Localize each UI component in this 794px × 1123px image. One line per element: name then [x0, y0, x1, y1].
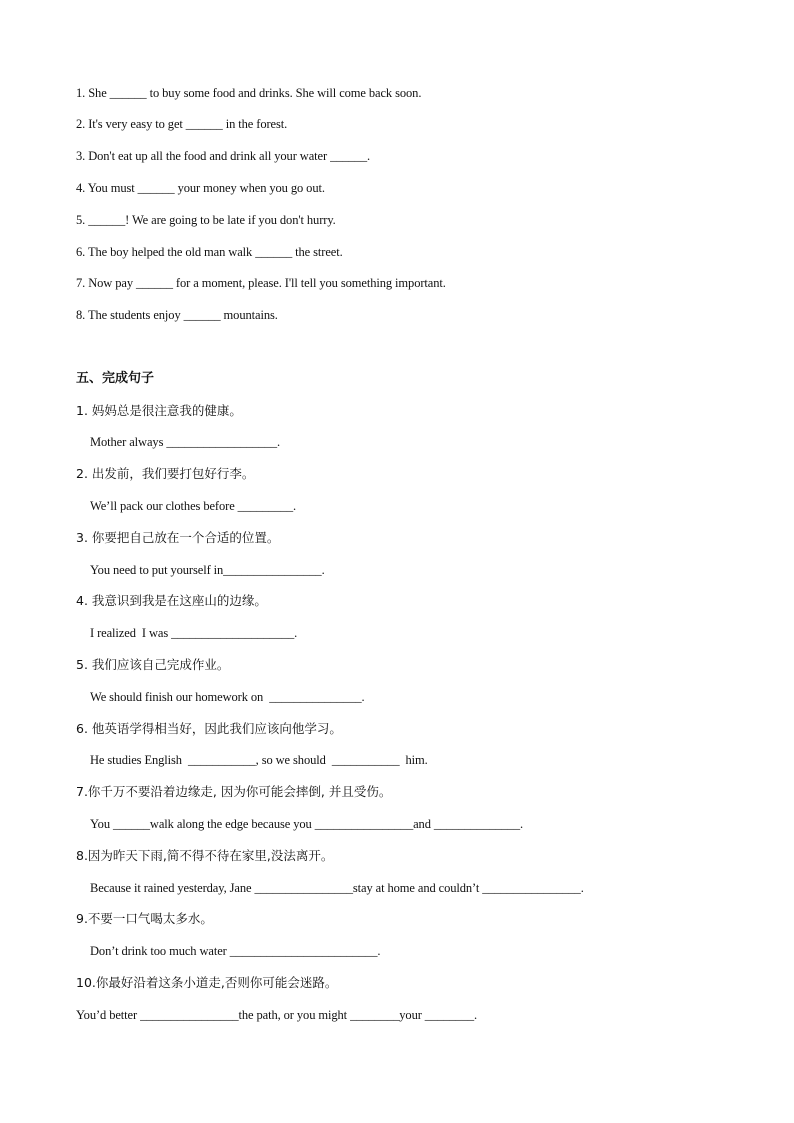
answer-line: Mother always __________________.: [90, 435, 281, 449]
answer-line: Don’t drink too much water ________________________.: [90, 944, 381, 958]
answer-line: We’ll pack our clothes before _________.: [90, 499, 297, 513]
prompt-chinese: 3. 你要把自己放在一个合适的位置。: [76, 530, 280, 545]
prompt-chinese: 8.因为昨天下雨,简不得不待在家里,没法离开。: [76, 848, 334, 863]
answer-line: I realized I was ____________________.: [90, 626, 298, 640]
exercise-item: 8. The students enjoy ______ mountains.: [76, 308, 278, 322]
answer-line: We should finish our homework on _______________.: [90, 690, 365, 704]
prompt-chinese: 4. 我意识到我是在这座山的边缘。: [76, 593, 267, 608]
exercise-item: 6. The boy helped the old man walk ______ the street.: [76, 245, 343, 259]
section-heading: 五、完成句子: [76, 371, 155, 386]
prompt-chinese: 5. 我们应该自己完成作业。: [76, 657, 230, 672]
prompt-chinese: 6. 他英语学得相当好，因此我们应该向他学习。: [76, 721, 342, 736]
answer-line: You’d better ________________the path, or you might ________your ________.: [76, 1008, 478, 1022]
answer-line: You ______walk along the edge because you ________________and ______________.: [90, 817, 523, 831]
exercise-item: 2. It's very easy to get ______ in the forest.: [76, 117, 288, 131]
answer-line: He studies English ___________, so we should ___________ him.: [90, 753, 428, 767]
exercise-item: 5. ______! We are going to be late if you don't hurry.: [76, 213, 336, 227]
prompt-chinese: 10.你最好沿着这条小道走,否则你可能会迷路。: [76, 975, 338, 990]
prompt-chinese: 7.你千万不要沿着边缘走, 因为你可能会摔倒, 并且受伤。: [76, 784, 392, 799]
exercise-item: 4. You must ______ your money when you go out.: [76, 181, 325, 195]
answer-line: Because it rained yesterday, Jane ________________stay at home and couldn’t ________________.: [90, 881, 584, 895]
answer-line: You need to put yourself in________________.: [90, 563, 325, 577]
prompt-chinese: 2. 出发前，我们要打包好行李。: [76, 466, 255, 481]
exercise-item: 1. She ______ to buy some food and drinks. She will come back soon.: [76, 86, 422, 100]
prompt-chinese: 9.不要一口气喝太多水。: [76, 911, 213, 926]
exercise-item: 3. Don't eat up all the food and drink all your water ______.: [76, 149, 370, 163]
prompt-chinese: 1. 妈妈总是很注意我的健康。: [76, 403, 242, 418]
exercise-item: 7. Now pay ______ for a moment, please. I'll tell you something important.: [76, 276, 446, 290]
